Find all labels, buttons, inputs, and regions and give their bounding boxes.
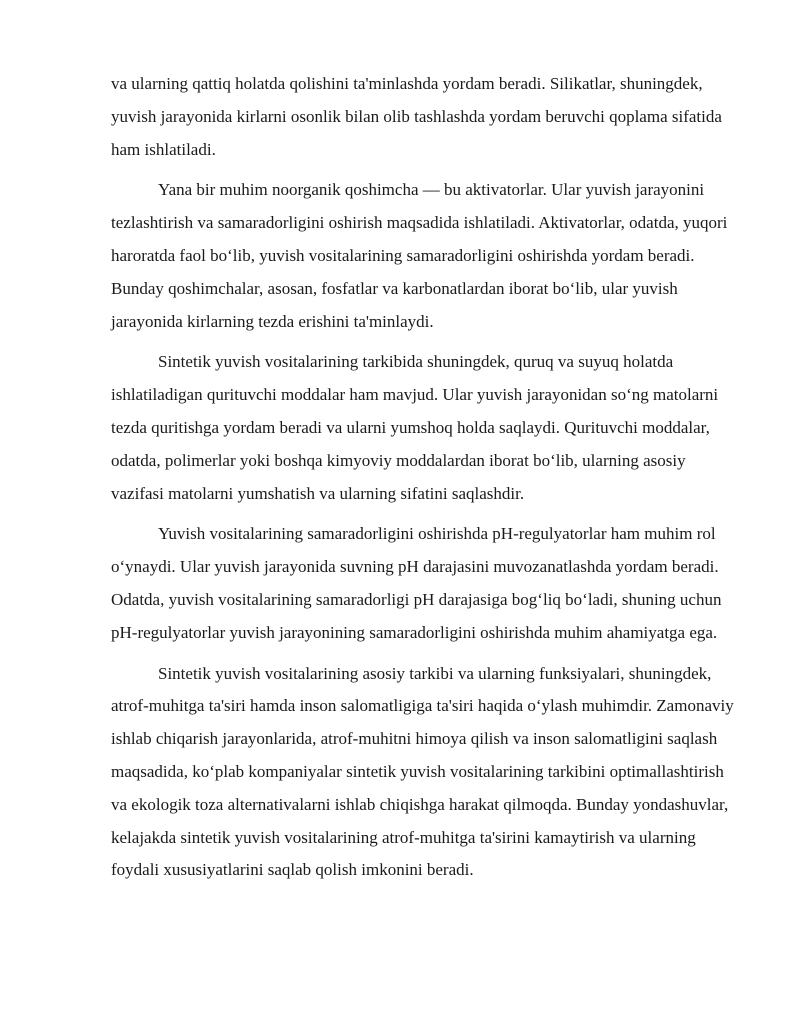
paragraph-ph-regulators: Yuvish vositalarining samaradorligini oshirishda pH-regulyatorlar ham muhim rol oʻynaydi. Ular yuvish jarayonida suvning pH darajasini muvozanatlashda yordam beradi. Odatda, yuvish vositalarining samaradorligi pH darajasiga bogʻliq boʻladi, shuning uchun pH-regulyatorlar yuvish jarayonining samaradorligini oshirishda muhim ahamiyatga ega. [111,524,722,642]
paragraph-environment: Sintetik yuvish vositalarining asosiy tarkibi va ularning funksiyalari, shuningdek, atrof-muhitga ta'siri hamda inson salomatligiga ta'siri haqida oʻylash muhimdir. Zamonaviy ishlab chiqarish jarayonlarida, atrof-muhitni himoya qilish va inson salomatligini saqlash maqsadida, koʻplab kompaniyalar sintetik yuvish vositalarining tarkibini optimallashtirish va ekologik toza alternativalarni ishlab chiqishga harakat qilmoqda. Bunday yondashuvlar, kelajakda sintetik yuvish vositalarining atrof-muhitga ta'sirini kamaytirish va ularning foydali xususiyatlarini saqlab qolish imkonini beradi. [111,663,734,880]
document-page [111,68,741,895]
paragraph-continuation: va ularning qattiq holatda qolishini ta'minlashda yordam beradi. Silikatlar, shuningdek, yuvish jarayonida kirlarni osonlik bilan olib tashlashda yordam beruvchi qoplama sifatida ham ishlatiladi. [111,74,722,159]
paragraph-drying-agents: Sintetik yuvish vositalarining tarkibida shuningdek, quruq va suyuq holatda ishlatiladigan qurituvchi moddalar ham mavjud. Ular yuvish jarayonidan soʻng matolarni tezda quritishga yordam beradi va ularni yumshoq holda saqlaydi. Qurituvchi moddalar, odatda, polimerlar yoki boshqa kimyoviy moddalardan iborat boʻlib, ularning asosiy vazifasi matolarni yumshatish va ularning sifatini saqlashdir. [111,352,719,503]
paragraph-activators: Yana bir muhim noorganik qoshimcha — bu aktivatorlar. Ular yuvish jarayonini tezlashtirish va samaradorligini oshirish maqsadida ishlatiladi. Aktivatorlar, odatda, yuqori haroratda faol boʻlib, yuvish vositalarining samaradorligini oshirishda yordam beradi. Bunday qoshimchalar, asosan, fosfatlar va karbonatlardan iborat boʻlib, ular yuvish jarayonida kirlarning tezda erishini ta'minlaydi. [111,180,728,331]
